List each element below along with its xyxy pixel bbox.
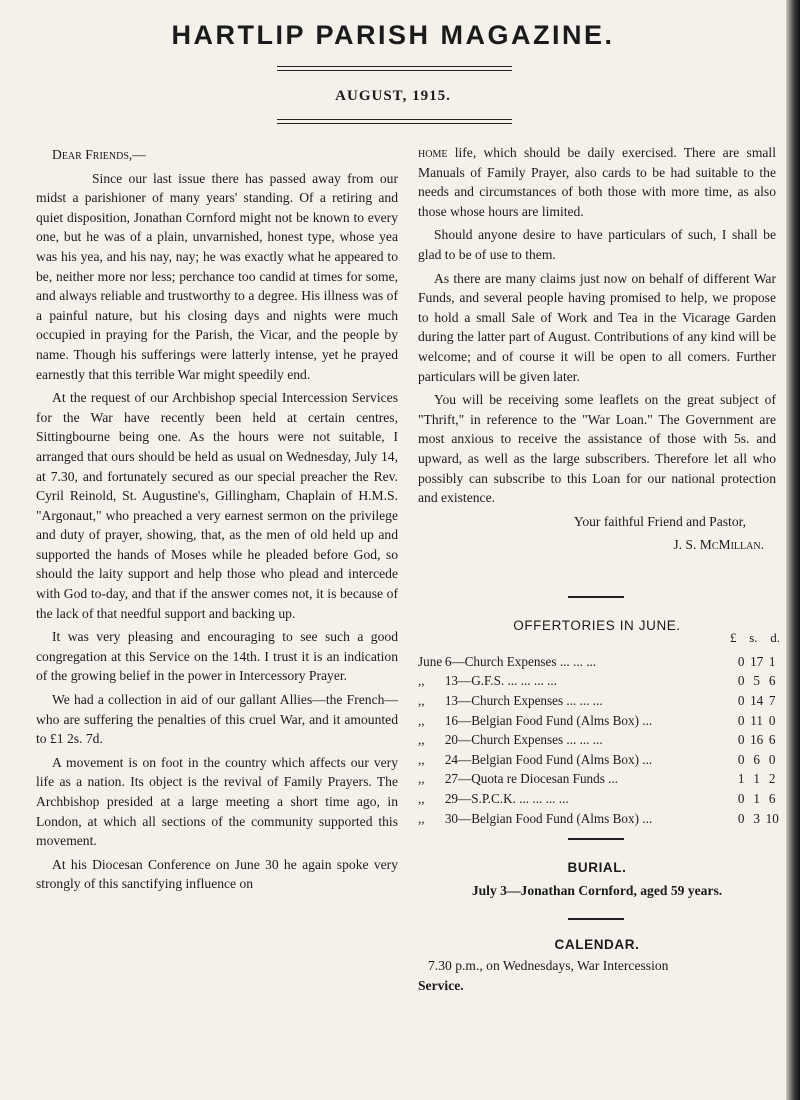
calendar-text-bold: Service. xyxy=(418,978,464,993)
letter-paragraph: Since our last issue there has passed away from our midst a parishioner of many years' standing. Of a retiring and quiet disposition, Jonathan Cornford might not be known to every one, but he was of a plain, unvarnished, honest type, whose yea was his yea, and his nay, nay; he was exactly what he appeared to be, neither more nor less; perchance too candid at times for some, and always reliable and trustworthy to a degree. His illness was of a painful nature, but his closing days and nights were much occupied in praying for the Parish, the Vicar, and the people by name. Though his sufferings were latterly intense, yet he prayed earnestly that this terrible War might speedily end. xyxy=(36,170,398,382)
row-description: 30—Belgian Food Fund (Alms Box) ... xyxy=(444,810,653,826)
issue-date: AUGUST, 1915. xyxy=(335,88,451,104)
letter-paragraph: As there are many claims just now on behalf of different War Funds, and several people having promised to help, we propose to hold a small Sale of Work and Tea in the Vicarage Garden during the latter part of August. Contributions of any kind will be welcome; and of course it will be open to all comers. Further particulars will be given later. xyxy=(418,270,776,384)
pounds-header: £ xyxy=(730,630,737,645)
row-pence: 10 xyxy=(765,810,779,826)
offertories-table xyxy=(418,652,780,828)
row-shillings: 3 xyxy=(753,810,760,826)
table-row xyxy=(418,809,780,829)
row-description: 27—Quota re Diocesan Funds ... xyxy=(444,771,619,787)
row-pounds: 0 xyxy=(737,712,745,728)
letter-column-right xyxy=(418,143,776,559)
letter-paragraph: It was very pleasing and encouraging to see such a good congregation at this Service on the 14th. I trust it is an indication of the growing belief in the power in Intercessory Prayer. xyxy=(36,629,398,684)
table-row xyxy=(418,672,780,692)
row-pounds: 0 xyxy=(737,790,745,806)
row-shillings: 11 xyxy=(750,712,763,728)
row-shillings: 1 xyxy=(753,790,760,806)
letter-paragraph: We had a collection in aid of our gallant Allies—the French—who are suffering the penalties of this cruel War, and it amounted to £1 2s. 7d. xyxy=(36,692,398,747)
row-pounds: 0 xyxy=(737,692,745,708)
masthead: HARTLIP PARISH MAGAZINE. xyxy=(171,20,615,50)
row-shillings: 6 xyxy=(753,751,760,767)
row-month: ,, xyxy=(418,692,425,708)
table-row xyxy=(418,652,780,672)
row-description: 24—Belgian Food Fund (Alms Box) ... xyxy=(444,751,653,767)
burial-heading: BURIAL. xyxy=(567,860,627,875)
letter-signoff: Your faithful Friend and Pastor, xyxy=(573,513,746,529)
pence-header: d. xyxy=(770,630,780,645)
row-shillings: 17 xyxy=(750,653,764,669)
row-pence: 0 xyxy=(768,712,776,728)
calendar-heading: CALENDAR. xyxy=(554,937,640,952)
table-row xyxy=(418,730,780,750)
table-row xyxy=(418,750,780,770)
section-divider xyxy=(568,918,624,920)
offertories-heading: OFFERTORIES IN JUNE. xyxy=(513,618,681,633)
row-description: 6—Church Expenses ... ... ... xyxy=(444,653,597,669)
row-pence: 2 xyxy=(768,771,776,787)
row-pence: 0 xyxy=(768,751,776,767)
letter-column-left xyxy=(36,145,398,898)
row-shillings: 1 xyxy=(753,771,760,787)
row-pounds: 0 xyxy=(737,653,745,669)
row-pounds: 0 xyxy=(737,810,745,826)
calendar-entry xyxy=(418,956,776,996)
row-shillings: 14 xyxy=(750,692,764,708)
row-pence: 6 xyxy=(768,732,776,748)
shillings-header: s. xyxy=(749,630,758,645)
row-month: ,, xyxy=(418,810,425,826)
row-description: 16—Belgian Food Fund (Alms Box) ... xyxy=(444,712,653,728)
page-edge-shadow xyxy=(786,0,800,1100)
row-description: 13—Church Expenses ... ... ... xyxy=(444,692,603,708)
row-description: 29—S.P.C.K. ... ... ... ... xyxy=(444,790,569,806)
row-month: ,, xyxy=(418,771,425,787)
issue-rule-top xyxy=(277,119,512,120)
letter-paragraph: You will be receiving some leaflets on the great subject of "Thrift," in reference to the "War Loan." The Government are most anxious to receive the assistance of those with 5s. and upward, as well as the large subscribers. Therefore let all who possibly can subscribe to this Loan for our national protection and existence. xyxy=(418,392,776,506)
section-divider xyxy=(568,838,624,840)
masthead-rule-top xyxy=(277,66,512,67)
section-divider xyxy=(568,596,624,598)
table-row xyxy=(418,770,780,790)
row-pence: 6 xyxy=(768,673,776,689)
table-row xyxy=(418,691,780,711)
continuation-lead: home xyxy=(418,145,448,160)
row-pence: 6 xyxy=(768,790,776,806)
row-pence: 1 xyxy=(768,653,776,669)
letter-continuation xyxy=(418,143,776,221)
row-month: ,, xyxy=(418,673,425,689)
continuation-text: life, which should be daily exercised. There are small Manuals of Family Prayer, also cards to be had suitable to the needs and circumstances of both those with more time, as also those whose hours are limited. xyxy=(418,145,776,219)
table-row xyxy=(418,789,780,809)
calendar-text: 7.30 p.m., on Wednesdays, War Intercession xyxy=(428,958,669,973)
row-month: ,, xyxy=(418,751,425,767)
row-month: ,, xyxy=(418,732,425,748)
salutation: Dear Friends,— xyxy=(52,147,146,162)
issue-rule-bottom xyxy=(277,123,512,124)
row-description: 20—Church Expenses ... ... ... xyxy=(444,732,603,748)
row-month: ,, xyxy=(418,712,425,728)
letter-paragraph: At the request of our Archbishop special Intercession Services for the War have recently been held at certain centres, Sittingbourne being one. As the hours were not suitable, I arranged that ours should be held as usual on Wednesday, July 14, at 7.30, and fortunately secured as our special preacher the Rev. Cyril Reinold, St. Augustine's, Gillingham, Chaplain of H.M.S. "Argonaut," who preached a very earnest sermon on the privilege and duty of prayer, showing, that, as the men of old held up and supported the hands of Moses while he pleaded before God, so should the laity support and help those who plead and intercede with God to-day, and that if the answer comes not, it is because of the lack of that needful support and backing up. xyxy=(36,390,398,621)
row-pounds: 0 xyxy=(737,673,745,689)
row-description: 13—G.F.S. ... ... ... ... xyxy=(444,673,557,689)
row-month: ,, xyxy=(418,790,425,806)
row-pounds: 0 xyxy=(737,732,745,748)
row-pounds: 1 xyxy=(737,771,745,787)
row-month: June xyxy=(418,653,443,669)
table-row xyxy=(418,711,780,731)
row-shillings: 5 xyxy=(753,673,760,689)
letter-paragraph: Should anyone desire to have particulars of such, I shall be glad to be of use to them. xyxy=(418,227,776,262)
row-pence: 7 xyxy=(768,692,776,708)
masthead-rule-bottom xyxy=(277,70,512,71)
row-shillings: 16 xyxy=(750,732,764,748)
burial-entry: July 3—Jonathan Cornford, aged 59 years. xyxy=(471,883,723,898)
letter-paragraph: At his Diocesan Conference on June 30 he again spoke very strongly of this sanctifying influence on xyxy=(36,856,398,892)
letter-paragraph: A movement is on foot in the country which affects our very life as a nation. Its object is the revival of Family Prayers. The Archbishop presided at a large meeting a short time ago, in London, at which all sections of the community supported this movement. xyxy=(36,754,398,849)
offertories-column-headers xyxy=(730,630,780,646)
row-pounds: 0 xyxy=(737,751,745,767)
letter-signature: J. S. McMillan. xyxy=(673,537,764,553)
